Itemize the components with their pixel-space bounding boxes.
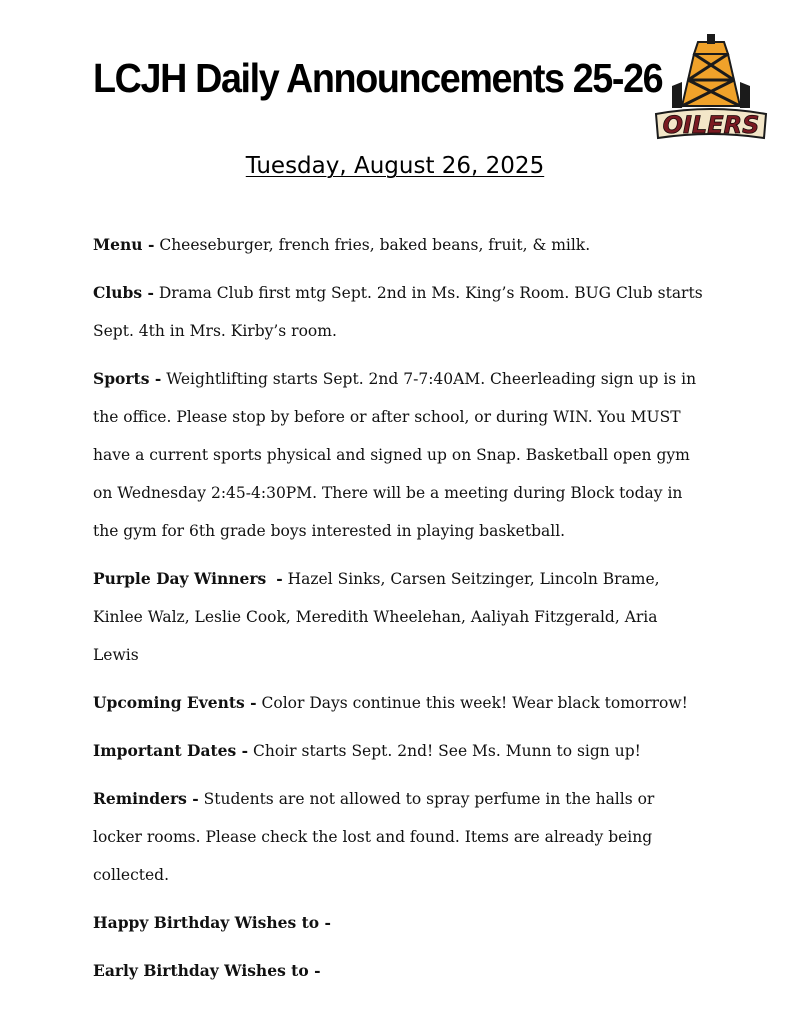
upcoming-events-label: Upcoming Events - (93, 693, 257, 712)
logo-text: OILERS (662, 111, 760, 139)
birthday-label: Happy Birthday Wishes to - (93, 913, 331, 932)
menu-text: Cheeseburger, french fries, baked beans, fruit, & milk. (159, 236, 591, 254)
oil-derrick-icon (672, 34, 750, 108)
menu-section (93, 226, 703, 264)
reminders-text: Students are not allowed to spray perfume in the halls or locker rooms. Please check the lost and found. Items are already being collected. (93, 790, 655, 884)
early-birthday-section (93, 952, 703, 990)
reminders-label: Reminders - (93, 789, 199, 808)
sports-label: Sports - (93, 369, 162, 388)
announcement-date: Tuesday, August 26, 2025 (245, 153, 545, 179)
early-birthday-label: Early Birthday Wishes to - (93, 961, 321, 980)
important-dates-text: Choir starts Sept. 2nd! See Ms. Munn to sign up! (253, 742, 641, 760)
reminders-section (93, 780, 703, 894)
purple-day-dash: - (276, 569, 283, 588)
sports-section (93, 360, 703, 550)
page-title: LCJH Daily Announcements 25-26 (93, 55, 663, 101)
menu-label: Menu - (93, 235, 155, 254)
important-dates-section (93, 732, 703, 770)
clubs-label: Clubs - (93, 283, 154, 302)
purple-day-section (93, 560, 703, 674)
clubs-section (93, 274, 703, 350)
birthday-section (93, 904, 703, 942)
purple-day-label: Purple Day Winners (93, 569, 267, 588)
clubs-text: Drama Club first mtg Sept. 2nd in Ms. King’s Room. BUG Club starts Sept. 4th in Mrs. Kirby’s room. (93, 284, 703, 340)
upcoming-events-section (93, 684, 703, 722)
oilers-logo-icon (652, 34, 770, 142)
upcoming-events-text: Color Days continue this week! Wear black tomorrow! (261, 694, 688, 712)
announcement-body (93, 226, 703, 1000)
sports-text: Weightlifting starts Sept. 2nd 7-7:40AM. Cheerleading sign up is in the office. Please stop by before or after school, or during WIN. You MUST have a current sports physical and signed up on Snap. Basketball open gym on Wednesday 2:45-4:30PM. There will be a meeting during Block today in the gym for 6th grade boys interested in playing basketball. (93, 370, 697, 540)
important-dates-label: Important Dates - (93, 741, 249, 760)
purple-day-text: Hazel Sinks, Carsen Seitzinger, Lincoln Brame, Kinlee Walz, Leslie Cook, Meredith Wheelehan, Aaliyah Fitzgerald, Aria Lewis (93, 570, 660, 664)
